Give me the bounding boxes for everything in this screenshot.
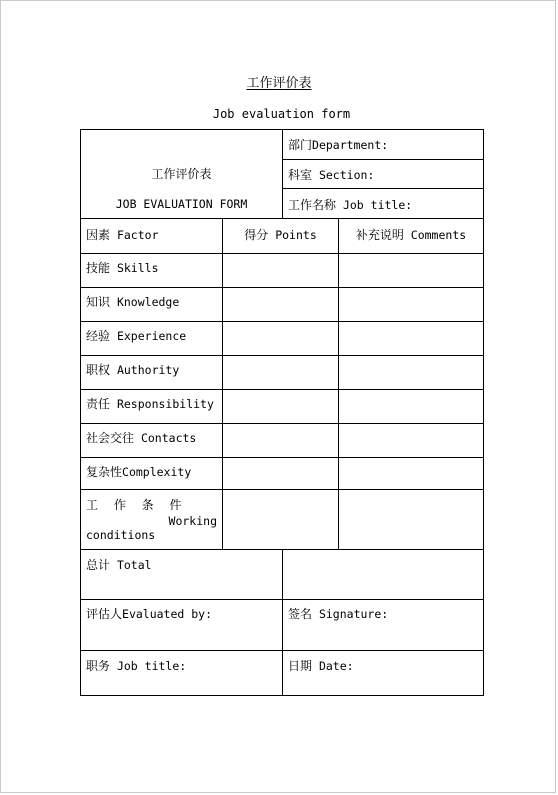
factor-label-contacts: 社会交往 Contacts (86, 431, 197, 445)
points-cell-skills[interactable] (223, 254, 338, 287)
column-header-comments: 补充说明 Comments (355, 228, 467, 242)
comments-cell-skills[interactable] (339, 254, 483, 287)
factor-label-authority: 职权 Authority (86, 363, 180, 377)
position-label: 职务 Job title: (86, 659, 187, 673)
factor-label-working-conditions-line2: conditions (86, 528, 156, 542)
comments-cell-knowledge[interactable] (339, 288, 483, 321)
header-row-line (282, 188, 484, 189)
comments-cell-working-conditions[interactable] (339, 490, 483, 549)
table-border-right (483, 129, 484, 696)
table-row-line (80, 218, 484, 219)
points-cell-knowledge[interactable] (223, 288, 338, 321)
date-label: 日期 Date: (288, 659, 354, 673)
column-header-points: 得分 Points (244, 228, 317, 242)
evaluated-by-label: 评估人Evaluated by: (86, 607, 213, 621)
comments-cell-authority[interactable] (339, 356, 483, 389)
section-label: 科室 Section: (288, 168, 375, 182)
comments-cell-responsibility[interactable] (339, 390, 483, 423)
document-title-en: Job evaluation form (212, 107, 351, 121)
factor-label-working-conditions: 工 作 条 件 Working (86, 498, 217, 528)
points-cell-responsibility[interactable] (223, 390, 338, 423)
header-divider (282, 129, 283, 218)
header-row-line (282, 159, 484, 160)
comments-cell-experience[interactable] (339, 322, 483, 355)
table-border-left (80, 129, 81, 696)
total-value-cell[interactable] (283, 550, 483, 599)
total-label: 总计 Total (86, 558, 152, 572)
points-cell-authority[interactable] (223, 356, 338, 389)
signature-label: 签名 Signature: (288, 607, 389, 621)
points-cell-complexity[interactable] (223, 458, 338, 489)
document-title-cn: 工作评价表 (246, 76, 312, 91)
points-cell-experience[interactable] (223, 322, 338, 355)
factor-label-complexity: 复杂性Complexity (86, 465, 192, 479)
comments-cell-contacts[interactable] (339, 424, 483, 457)
form-title-cn: 工作评价表 (151, 167, 212, 181)
department-label: 部门Department: (288, 138, 389, 152)
factor-label-skills: 技能 Skills (86, 261, 159, 275)
comments-cell-complexity[interactable] (339, 458, 483, 489)
factor-label-knowledge: 知识 Knowledge (86, 295, 180, 309)
points-cell-working-conditions[interactable] (223, 490, 338, 549)
points-cell-contacts[interactable] (223, 424, 338, 457)
factor-label-responsibility: 责任 Responsibility (86, 397, 214, 411)
factor-label-experience: 经验 Experience (86, 329, 187, 343)
form-title-en: JOB EVALUATION FORM (115, 197, 248, 211)
job-title-label: 工作名称 Job title: (288, 198, 413, 212)
column-header-factor: 因素 Factor (86, 228, 159, 242)
